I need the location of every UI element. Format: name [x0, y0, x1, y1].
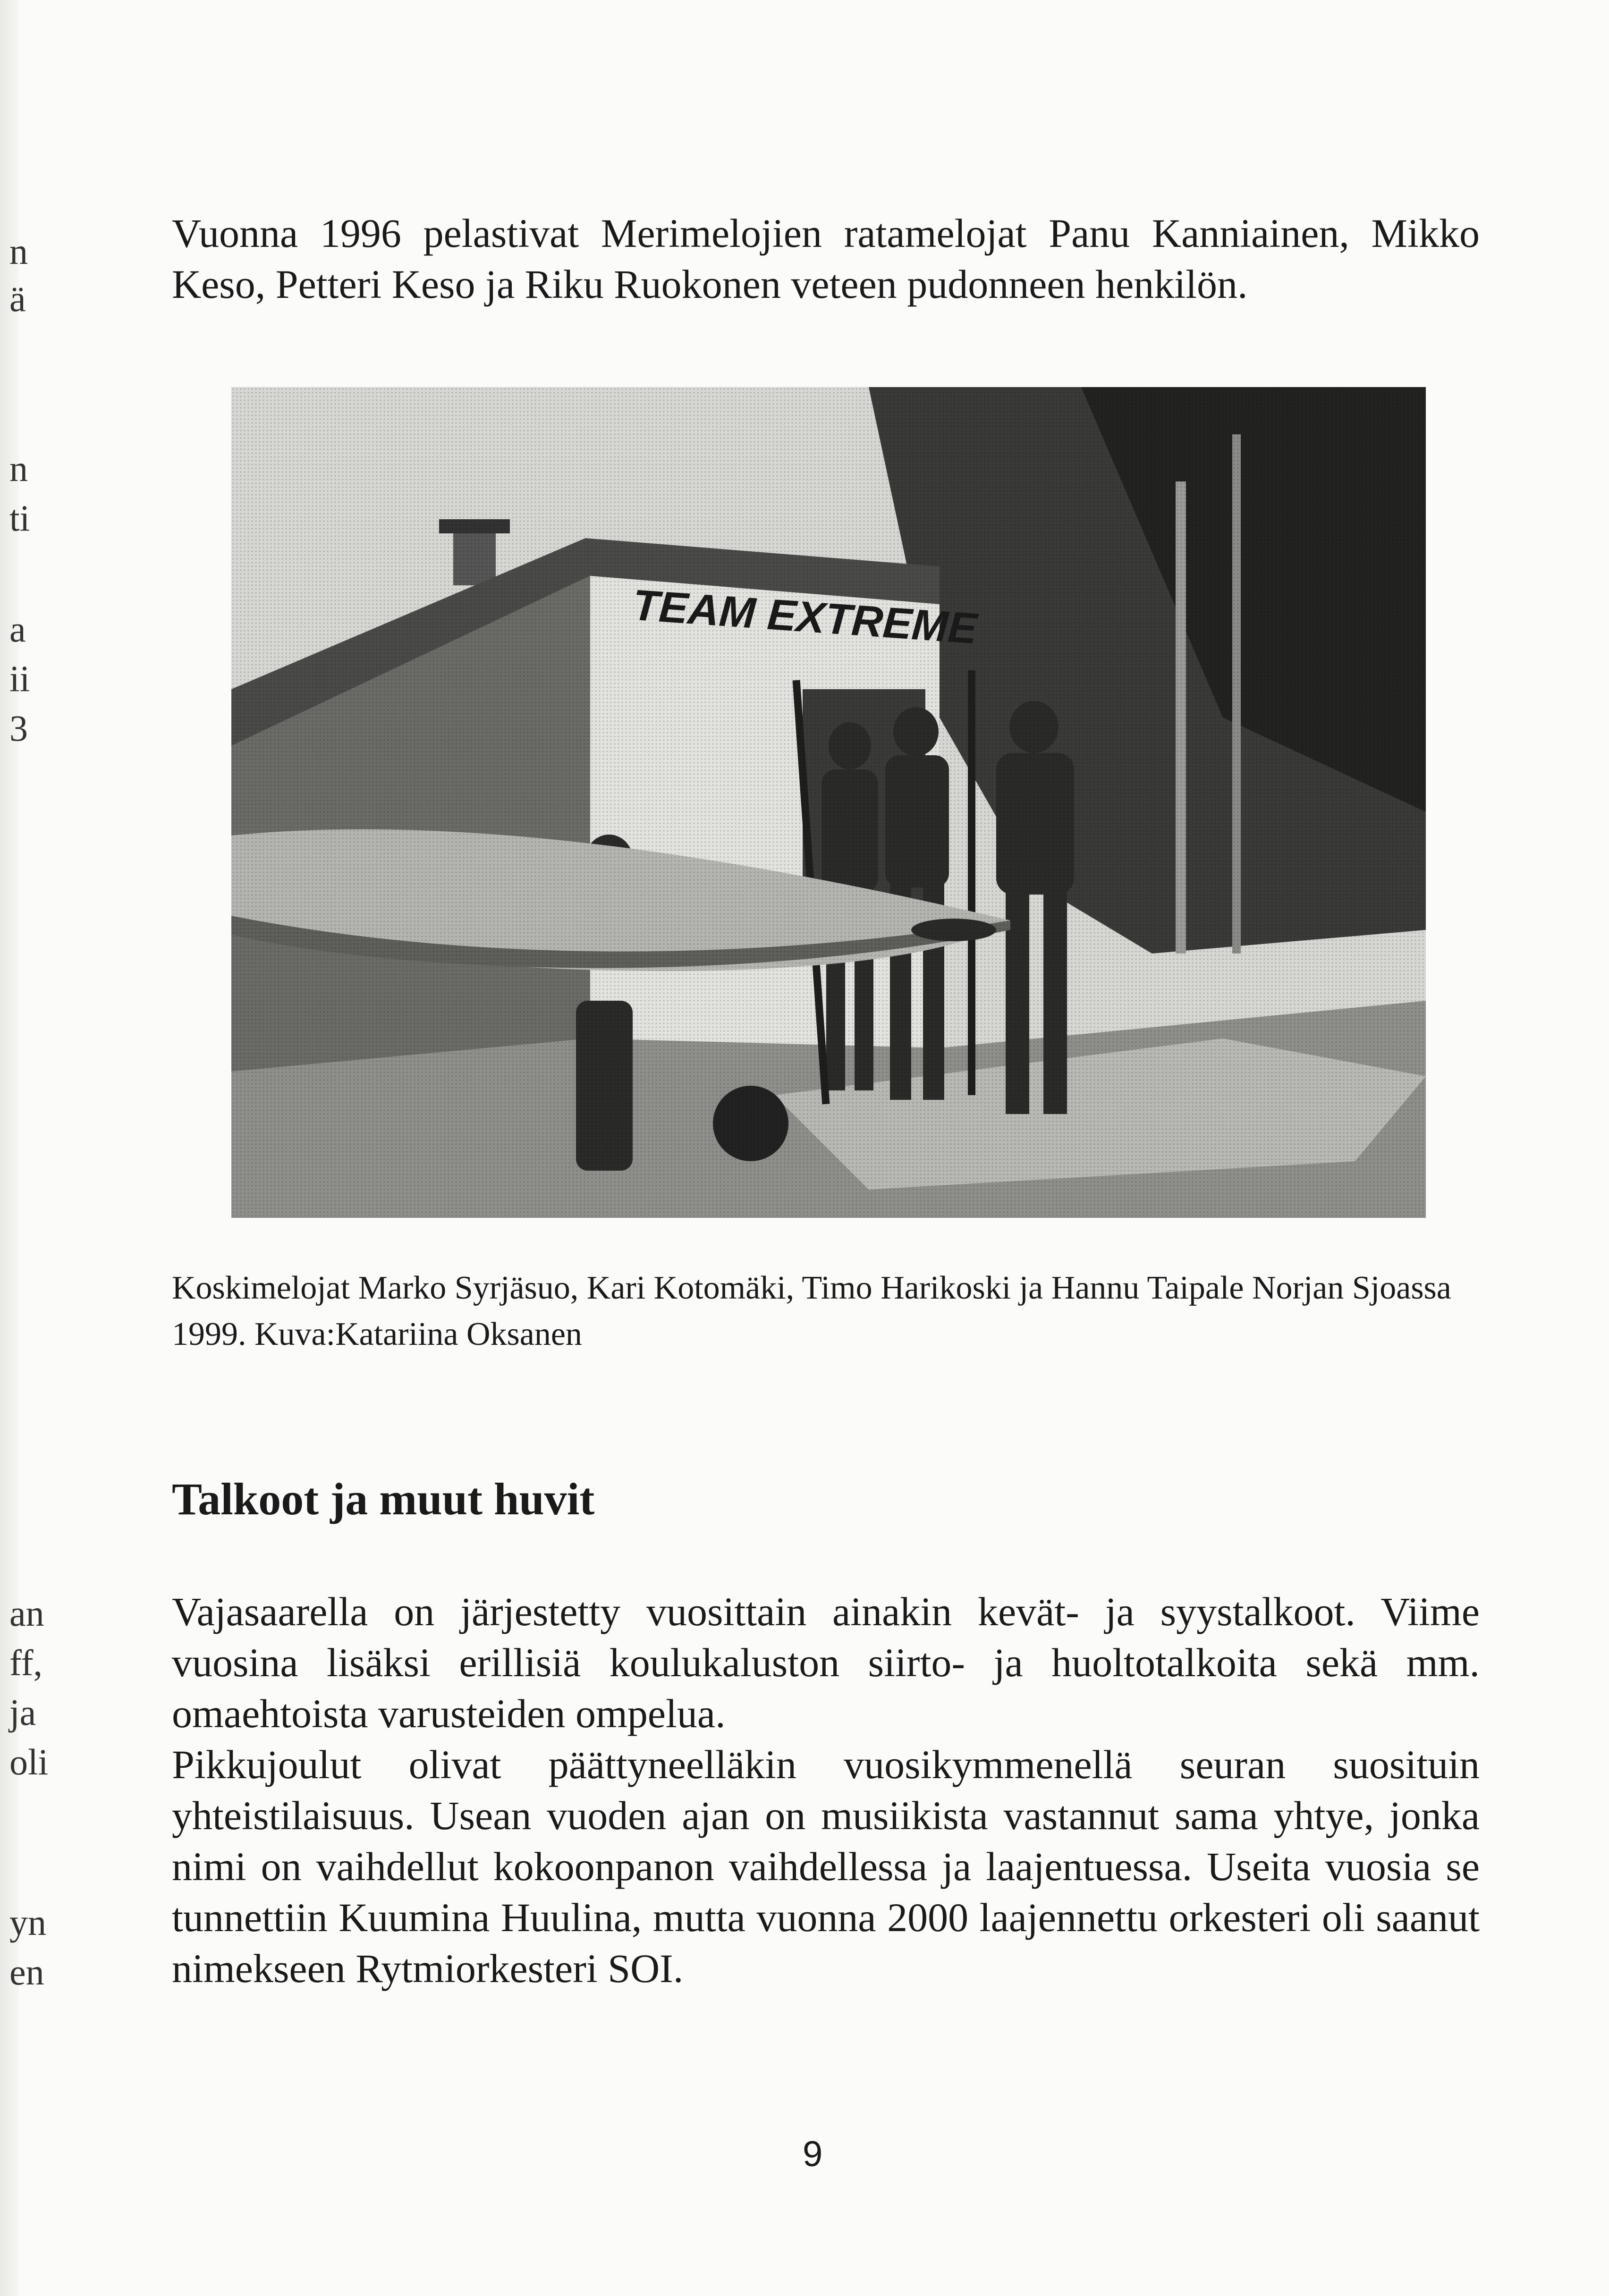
margin-fragment: ii: [9, 658, 30, 699]
margin-fragment: ff,: [9, 1642, 43, 1683]
margin-fragment: ja: [9, 1692, 36, 1733]
photo-caption: Koskimelojat Marko Syrjäsuo, Kari Kotomäki, Timo Harikoski ja Hannu Taipale Norjan Sjoassa 1999. Kuva:Katariina Oksanen: [172, 1270, 1451, 1352]
margin-fragment: en: [9, 1951, 44, 1992]
margin-fragment: oli: [9, 1741, 49, 1782]
intro-paragraph: Vuonna 1996 pelastivat Merimelojien ratamelojat Panu Kanniainen, Mikko Keso, Petteri Keso ja Riku Ruokonen veteen pudonneen henkilön.: [172, 211, 1480, 307]
section-paragraph-1: Vajasaarella on järjestetty vuosittain ainakin kevät- ja syystalkoot. Viime vuosina lisäksi erillisiä koulukaluston siirto- ja huoltotalkoita sekä mm. omaehtoista varusteiden ompelua.: [172, 1589, 1480, 1736]
margin-fragment: ti: [9, 498, 30, 539]
margin-fragment: n: [9, 231, 28, 272]
photo-illustration: [231, 387, 1426, 1218]
margin-fragment: yn: [9, 1902, 46, 1943]
margin-fragment: an: [9, 1593, 44, 1634]
section-paragraph-2: Pikkujoulut olivat päättyneelläkin vuosikymmenellä seuran suosituin yhteistilaisuus. Usean vuoden ajan on musiikista vastannut sama yhtye, jonka nimi on vaihdellut kokoonpanon vaihdellessa ja laajentuessa. Useita vuosia se tunnettiin Kuumina Huulina, mutta vuonna 2000 laajennettu orkesteri oli saanut nimekseen Rytmiorkesteri SOI.: [172, 1742, 1480, 1991]
margin-fragment: 3: [9, 708, 28, 749]
margin-fragment: n: [9, 448, 28, 489]
kayakers-photo: [231, 387, 1426, 1218]
margin-fragment: ä: [9, 278, 26, 319]
section-heading: Talkoot ja muut huvit: [172, 1474, 595, 1524]
facing-page-text-fragments: [0, 0, 66, 2296]
margin-fragment: a: [9, 608, 26, 650]
page-number: 9: [803, 2134, 823, 2174]
